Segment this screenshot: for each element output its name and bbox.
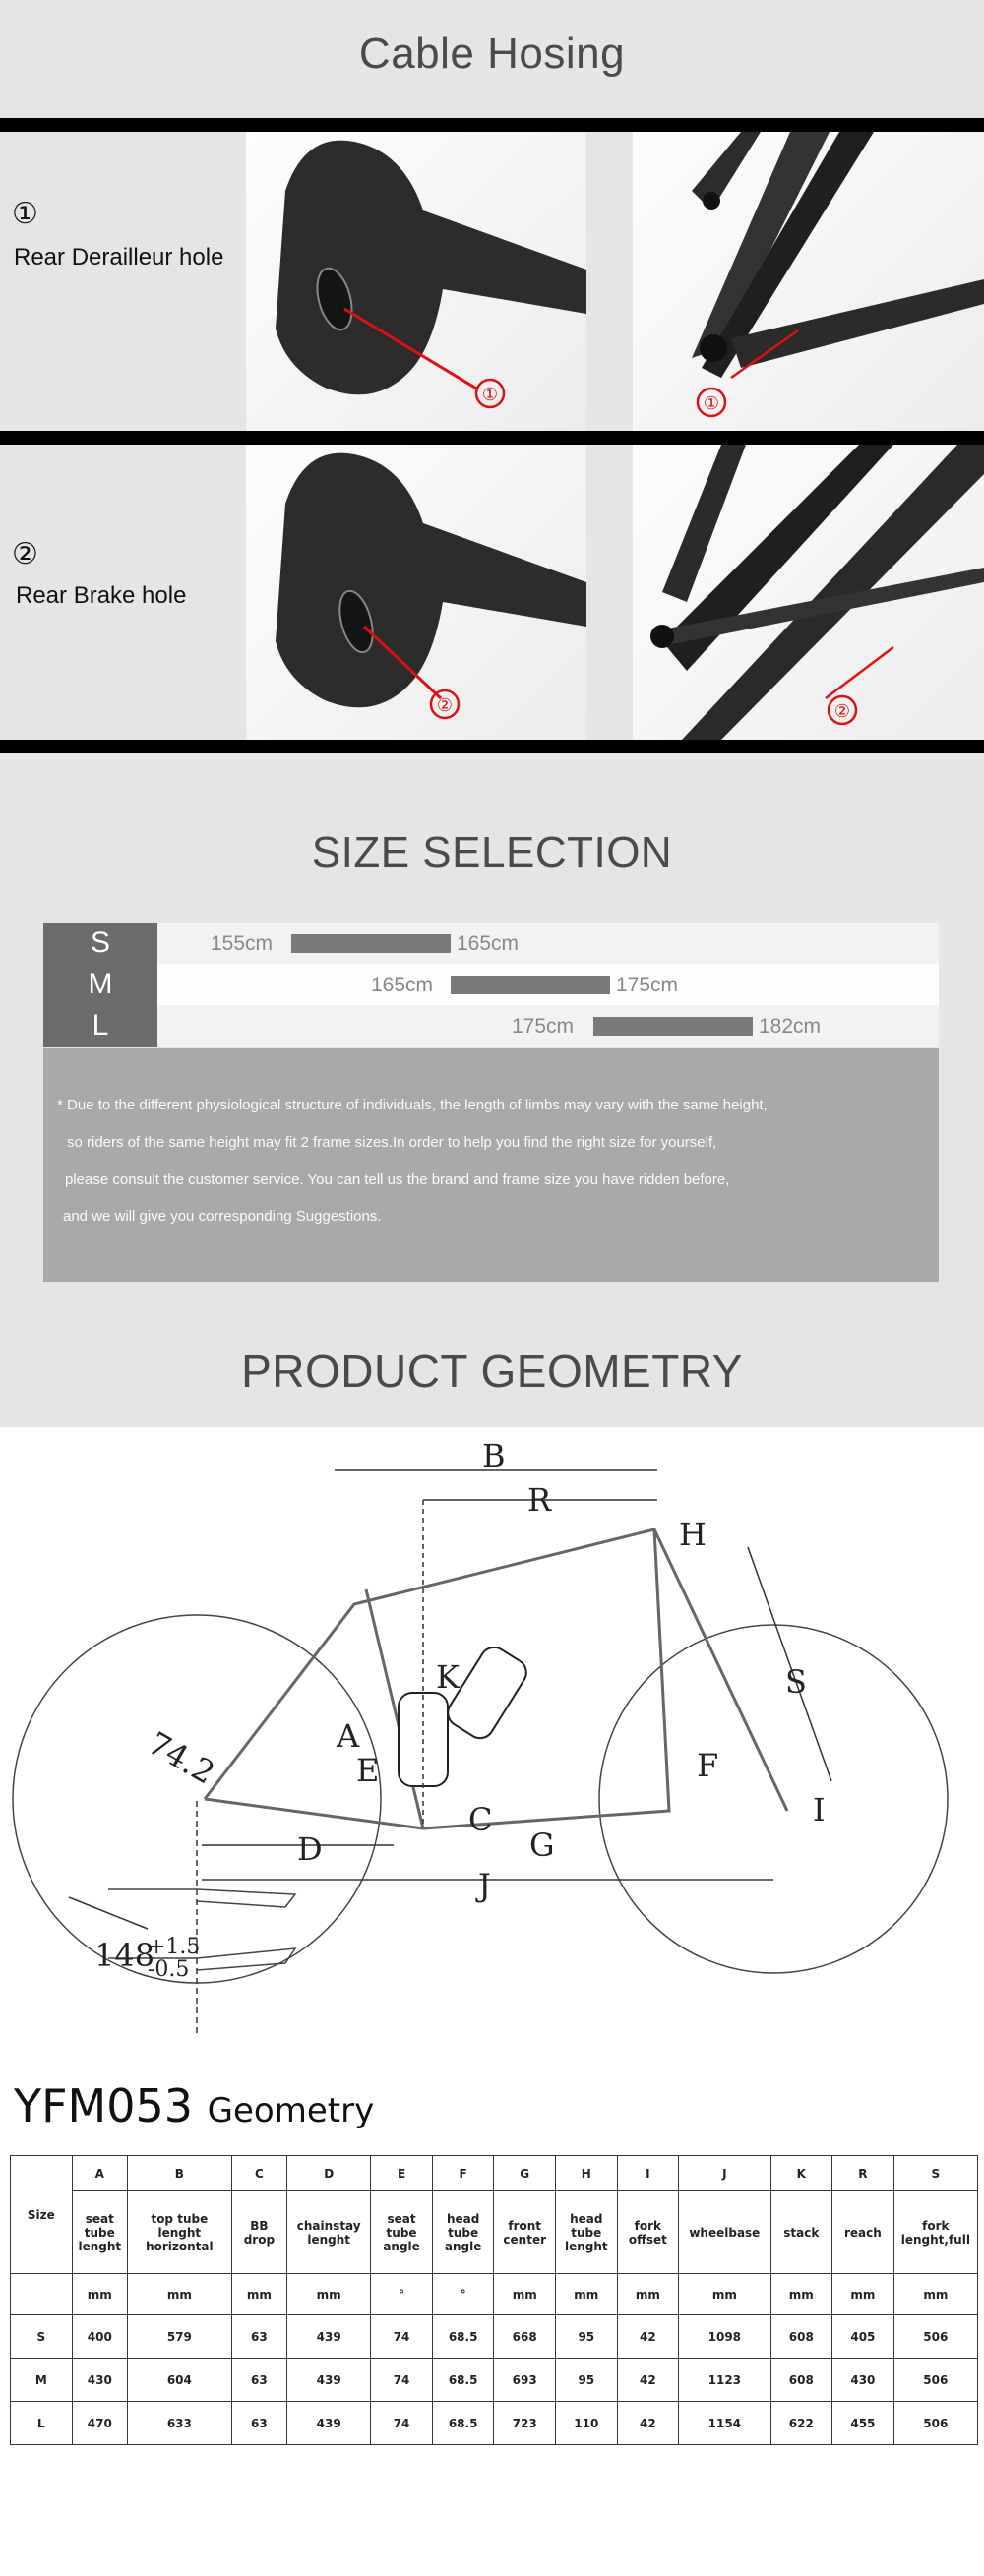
col-letter: D [287,2156,371,2191]
cell: 430 [72,2359,127,2402]
height-range-bar [291,934,451,953]
dim-f: F [697,1747,719,1784]
col-name: BB drop [231,2191,286,2274]
cell: 68.5 [432,2315,494,2359]
size-row-l [43,1005,939,1047]
row-size: L [11,2402,73,2445]
table-row-units [11,2274,978,2315]
seat-angle: 74.2 [142,1724,221,1792]
col-letter: F [432,2156,494,2191]
height-max: 182cm [759,1015,822,1038]
col-name: top tube lenght horizontal [128,2191,232,2274]
cable-hosing-title: Cable Hosing [358,30,626,78]
cell: 42 [617,2359,679,2402]
dim-e: E [356,1752,380,1789]
dim-a: A [337,1717,360,1755]
height-min: 175cm [512,1015,575,1038]
col-unit: mm [231,2274,286,2315]
note-line: * Due to the different physiological structure of individuals, the length of limbs may vary with the same height, [57,1097,768,1113]
empty-cell [11,2274,73,2315]
note-line: please consult the customer service. You can tell us the brand and frame size you have ridden before, [65,1171,730,1188]
cell: 439 [287,2402,371,2445]
col-letter: I [617,2156,679,2191]
col-name: chainstay lenght [287,2191,371,2274]
photo-stays-brake [633,445,984,740]
col-unit: ° [432,2274,494,2315]
height-max: 165cm [457,932,520,955]
cell: 42 [617,2402,679,2445]
col-unit: mm [617,2274,679,2315]
height-min: 165cm [371,974,434,996]
col-letter: G [494,2156,556,2191]
cell: 608 [770,2315,832,2359]
size-tag: L [43,1005,157,1047]
height-min: 155cm [211,932,274,955]
cell: 693 [494,2359,556,2402]
photo-headtube-brake [246,445,586,740]
cell: 63 [231,2402,286,2445]
divider-bar [0,431,984,445]
cell: 95 [556,2315,618,2359]
col-unit: mm [832,2274,894,2315]
col-letter: S [893,2156,977,2191]
dim-i: I [813,1791,826,1828]
cell: 604 [128,2359,232,2402]
col-unit: mm [770,2274,832,2315]
cell: 405 [832,2315,894,2359]
row-2-label: Rear Brake hole [16,582,187,609]
dim-b: B [482,1437,506,1474]
cell: 1154 [679,2402,770,2445]
cell: 68.5 [432,2359,494,2402]
cell: 439 [287,2315,371,2359]
height-range-bar [451,976,610,994]
cell: 608 [770,2359,832,2402]
table-row [11,2359,978,2402]
dim-d: D [297,1830,323,1868]
height-max: 175cm [616,974,679,996]
dim-h: H [679,1516,707,1553]
row-2-number: ② [12,537,38,571]
cell: 439 [287,2359,371,2402]
col-unit: ° [371,2274,433,2315]
divider-bar [0,118,984,132]
col-unit: mm [494,2274,556,2315]
cell: 74 [371,2315,433,2359]
size-track [157,1005,939,1047]
cell: 506 [893,2359,977,2402]
cell: 455 [832,2402,894,2445]
model-subtitle: Geometry [207,2091,375,2130]
callout-1b: ① [703,393,720,414]
dim-g: G [529,1827,555,1864]
photo-headtube-derailleur [246,132,586,431]
col-unit: mm [679,2274,770,2315]
geometry-diagram [0,1427,984,2057]
tolerance-minus: -0.5 [148,1957,190,1982]
dim-c: C [468,1801,493,1838]
cell: 668 [494,2315,556,2359]
size-header: Size [11,2156,73,2274]
cell: 723 [494,2402,556,2445]
col-name: seat tube lenght [72,2191,127,2274]
col-unit: mm [72,2274,127,2315]
col-letter: H [556,2156,618,2191]
callout-1a: ① [481,385,499,405]
col-letter: C [231,2156,286,2191]
photo-dropout-derailleur [633,132,984,431]
dim-r: R [527,1481,552,1519]
geometry-table [10,2155,978,2445]
size-note-box [43,1048,939,1282]
col-name: head tube angle [432,2191,494,2274]
cell: 430 [832,2359,894,2402]
size-tag: M [43,964,157,1005]
size-track [157,923,939,964]
col-name: fork offset [617,2191,679,2274]
divider-bar [0,740,984,753]
col-unit: mm [287,2274,371,2315]
table-row [11,2315,978,2359]
col-letter: B [128,2156,232,2191]
col-name: head tube lenght [556,2191,618,2274]
row-1-label: Rear Derailleur hole [14,244,224,270]
product-geometry-title: PRODUCT GEOMETRY [241,1346,743,1397]
cell: 110 [556,2402,618,2445]
cell: 633 [128,2402,232,2445]
callout-2b: ② [833,701,851,722]
cell: 42 [617,2315,679,2359]
table-row-names [11,2191,978,2274]
cell: 1123 [679,2359,770,2402]
note-line: so riders of the same height may fit 2 frame sizes.In order to help you find the right size for yourself, [67,1134,717,1151]
row-size: S [11,2315,73,2359]
dim-s: S [785,1663,807,1701]
col-name: wheelbase [679,2191,770,2274]
col-letter: R [832,2156,894,2191]
col-name: reach [832,2191,894,2274]
cell: 400 [72,2315,127,2359]
size-row-s [43,923,939,964]
height-range-bar [593,1017,753,1036]
col-name: fork lenght,full [893,2191,977,2274]
col-unit: mm [893,2274,977,2315]
cell: 622 [770,2402,832,2445]
table-row-letters [11,2156,978,2191]
tolerance-plus: +1.5 [148,1935,201,1959]
cell: 506 [893,2402,977,2445]
cell: 68.5 [432,2402,494,2445]
row-1-number: ① [12,197,38,231]
cell: 506 [893,2315,977,2359]
cell: 63 [231,2315,286,2359]
size-row-m [43,964,939,1005]
row-size: M [11,2359,73,2402]
col-name: stack [770,2191,832,2274]
model-name: YFM053 [14,2079,194,2132]
cell: 63 [231,2359,286,2402]
col-letter: K [770,2156,832,2191]
table-row [11,2402,978,2445]
dim-k: K [436,1658,460,1696]
col-letter: J [679,2156,770,2191]
cell: 74 [371,2402,433,2445]
model-geometry-title [14,2079,374,2132]
cell: 470 [72,2402,127,2445]
callout-2a: ② [436,695,454,716]
hub-width: 148 [94,1937,155,1974]
size-selection-title: SIZE SELECTION [311,828,673,876]
col-unit: mm [128,2274,232,2315]
cell: 1098 [679,2315,770,2359]
col-letter: E [371,2156,433,2191]
size-tag: S [43,923,157,964]
col-letter: A [72,2156,127,2191]
col-name: front center [494,2191,556,2274]
col-name: seat tube angle [371,2191,433,2274]
note-line: and we will give you corresponding Suggestions. [63,1208,382,1225]
cell: 579 [128,2315,232,2359]
cell: 74 [371,2359,433,2402]
col-unit: mm [556,2274,618,2315]
size-track [157,964,939,1005]
cell: 95 [556,2359,618,2402]
dim-j: J [478,1867,491,1904]
